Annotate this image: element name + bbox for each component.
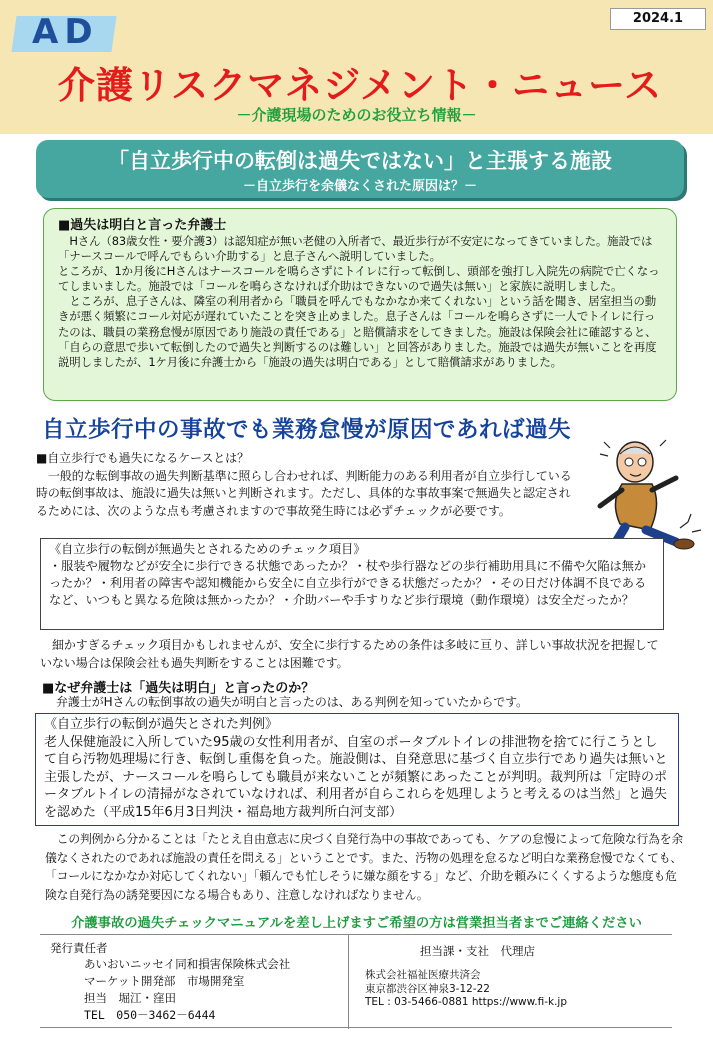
lawyer-case-paragraph: Hさん（83歳女性・要介護3）は認知症が無い老健の入所者で、最近歩行が不安定になってきていました。施設では「ナースコールで呼んでもらい介助する」と息子さんへ説明していました。 (58, 234, 653, 264)
agent-label: 担当課・支社 代理店 (420, 944, 535, 958)
agent-line: 株式会社福祉医療共済会 (365, 969, 481, 981)
ad-logo-text: AD (32, 12, 99, 52)
newsletter-title: 介護リスクマネジメント・ニュース (57, 64, 663, 107)
precedent-text: 老人保健施設に入所していた95歳の女性利用者が、自室のポータブルトイレの排泄物を捨てに行こうとして自ら汚物処理場に行き、転倒し重傷を負った。施設側は、自発意思に基づく自立歩行であり過失は無いと主張したが、ナースコールを鳴らしても職員が来ないことが頻繁にあったことが判明。裁判所は「定時のポータブルトイレの清掃がなされていなければ、利用者が自らこれらを処理しようと考えるのは当然」と過失を認めた（平成15年6月3日判決・福島地方裁判所白河支部） (44, 734, 668, 820)
publisher-label: 発行責任者 (50, 941, 108, 955)
checklist-title: 《自立歩行の転倒が無過失とされるためのチェック項目》 (49, 542, 366, 556)
agent-line: 東京都渋谷区神泉3-12-22 (365, 983, 490, 995)
checklist-box (40, 538, 664, 630)
conclusion-text: この判例から分かることは「たとえ自由意志に戻づく自発行為中の事故であっても、ケアの怠慢によって危険な行為を余儀なくされたのであれば施設の責任を問える」ということです。また、汚物の処理を怠るなど明白な業務怠慢でなくても、「コールになかなか対応してくれない」「頼んでも忙しそうに嫌な顔をする」など、介助を頼みにくくするような態度も危険な自発行為の誘発要因になる場合もあり、注意しなければなりません。 (45, 832, 683, 902)
publisher-line: 担当 堀江・窪田 (84, 991, 176, 1005)
checklist-note: 細かすぎるチェック項目かもしれませんが、安全に歩行するための条件は多岐に亘り、詳しい事故状況を把握していない場合は保険会社も過失判断をすることは困難です。 (40, 638, 659, 670)
lawyer-case-box (43, 208, 677, 401)
ad-logo (14, 12, 120, 54)
contact-cta: 介護事故の過失チェックマニュアルを差し上げますご希望の方は営業担当者までご連絡ください (71, 916, 642, 931)
issue-date: 2024.1 (610, 8, 706, 30)
header (0, 0, 713, 134)
section-question: ■自立歩行でも過失になるケースとは？ (36, 451, 249, 465)
checklist-items: ・服装や履物などが安全に歩行できる状態であったか？・杖や歩行器などの歩行補助用具に不備や欠陥は無かったか？・利用者の障害や認知機能から安全に自立歩行ができる状態だったか？・その日だけ体調不良であるなど、いつもと異なる危険は無かったか？・介助バーや手すりなど歩行環境（動作環境）は安全だったか？ (49, 559, 647, 607)
section-intro (36, 450, 576, 520)
newsletter-subtitle: －介護現場のためのお役立ち情報－ (236, 106, 477, 124)
precedent-title: 《自立歩行の転倒が過失とされた判例》 (44, 717, 279, 732)
section-intro-text: 一般的な転倒事故の過失判断基準に照らし合わせれば、判断能力のある利用者が自立歩行している時の転倒事故は、施設に過失は無いと判断されます。ただし、具体的な事故事案で無過失と認定されるためには、次のような点も考慮されますので事故発生時には必ずチェックが必要です。 (36, 468, 572, 518)
feature-subtitle: －自立歩行を余儀なくされた原因は？－ (242, 179, 477, 194)
feature-banner (36, 140, 684, 198)
publisher-line: マーケット開発部 市場開発室 (84, 974, 245, 988)
footer-divider (348, 935, 349, 1029)
precedent-box (35, 713, 679, 826)
why-text: 弁護士がHさんの転倒事故の過失が明白と言ったのは、ある判例を知っていたからです。 (56, 695, 528, 709)
footer (40, 934, 672, 1028)
feature-title: 「自立歩行中の転倒は過失ではない」と主張する施設 (108, 149, 612, 173)
publisher-line: TEL 050－3462－6444 (84, 1008, 216, 1022)
section-heading: 自立歩行中の事故でも業務怠慢が原因であれば過失 (42, 417, 572, 443)
publisher-line: あいおいニッセイ同和損害保険株式会社 (84, 957, 291, 971)
why-heading: ■なぜ弁護士は「過失は明白」と言ったのか？ (42, 681, 315, 696)
agent-line: TEL : 03-5466-0881 https://www.fi-k.jp (365, 996, 568, 1008)
lawyer-case-heading: ■過失は明白と言った弁護士 (58, 218, 227, 233)
lawyer-case-paragraph: ところが、息子さんは、隣室の利用者から「職員を呼んでもなかなか来てくれない」という話を聞き、居室担当の動きが悪く頻繁にコール対応が遅れていたことを突き止めました。息子さんは「コールを鳴らさずに一人でトイレに行ったのは、職員の業務怠慢が原因であり施設の責任である」と賠償請求をしてきました。施設は保険会社に確認すると、「自らの意思で歩いて転倒したので過失と判断するのは難しい」と回答がありました。施設では過失が無いことを再度説明しましたが、1ケ月後に弁護士から「施設の過失は明白である」として賠償請求がありました。 (58, 294, 657, 369)
lawyer-case-paragraph: ところが、1か月後にHさんはナースコールを鳴らさずにトイレに行って転倒し、頭部を強打し入院先の病院で亡くなってしまいました。施設では「コールを鳴らさなければ介助はできないので過失は無い」と家族に説明しました。 (58, 264, 660, 294)
